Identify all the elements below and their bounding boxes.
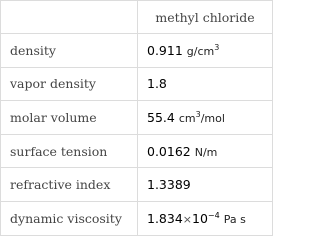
row-label-vapor-density: vapor density <box>1 67 138 101</box>
row-value-surface-tension <box>138 134 273 168</box>
density-unit-base: g/cm <box>186 44 215 58</box>
row-value-density <box>138 34 273 68</box>
table-row-density <box>1 34 273 68</box>
table-row-vapor-density <box>1 67 273 101</box>
table-header-row <box>1 1 273 34</box>
row-value-molar-volume <box>138 101 273 135</box>
table-row-surface-tension <box>1 134 273 168</box>
density-number: 0.911 <box>147 42 183 58</box>
row-label-density: density <box>1 34 138 68</box>
row-value-dynamic-viscosity <box>138 201 273 235</box>
row-label-refractive-index: refractive index <box>1 168 138 202</box>
molar-volume-unit <box>178 109 225 125</box>
times-sign: × <box>182 212 193 226</box>
density-unit <box>186 42 220 58</box>
molar-volume-number: 55.4 <box>147 109 175 125</box>
header-corner-cell <box>1 1 138 34</box>
table-row-refractive-index <box>1 168 273 202</box>
vapor-density-number: 1.8 <box>147 76 167 92</box>
molar-volume-unit-exponent: 3 <box>195 109 201 119</box>
table-row-molar-volume <box>1 101 273 135</box>
surface-tension-number: 0.0162 <box>147 143 191 159</box>
dynamic-viscosity-number: 1.834 <box>147 210 183 226</box>
row-label-molar-volume: molar volume <box>1 101 138 135</box>
dynamic-viscosity-unit: Pa s <box>223 212 246 226</box>
molar-volume-unit-base: cm <box>178 111 196 125</box>
density-unit-exponent: 3 <box>214 42 220 52</box>
row-value-refractive-index <box>138 168 273 202</box>
row-value-vapor-density <box>138 67 273 101</box>
row-label-surface-tension: surface tension <box>1 134 138 168</box>
column-header-methyl-chloride: methyl chloride <box>138 1 273 34</box>
row-label-dynamic-viscosity: dynamic viscosity <box>1 201 138 235</box>
molar-volume-unit-suffix: /mol <box>200 111 225 125</box>
refractive-index-number: 1.3389 <box>147 177 191 193</box>
dynamic-viscosity-base: 10 <box>192 210 208 226</box>
surface-tension-unit: N/m <box>194 145 218 159</box>
dynamic-viscosity-exponent: −4 <box>207 210 220 220</box>
table-row-dynamic-viscosity <box>1 201 273 235</box>
